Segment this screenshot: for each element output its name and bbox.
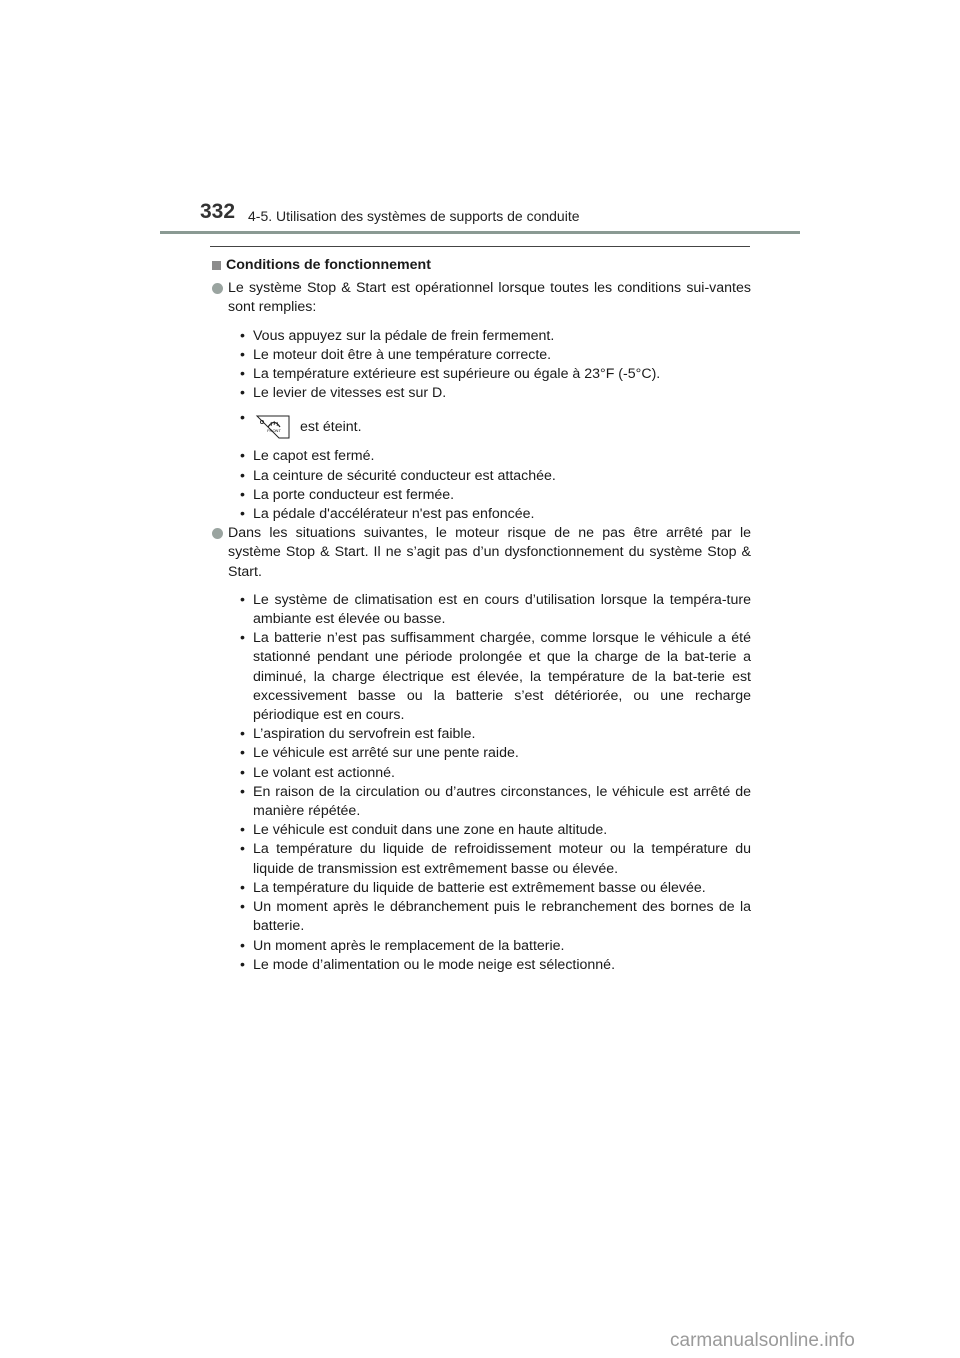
list-item: • La pédale d'accélérateur n'est pas enfoncée.: [228, 505, 751, 524]
list-item: • Un moment après le débranchement puis le rebranchement des bornes de la batterie.: [228, 898, 751, 936]
list-item: • En raison de la circulation ou d’autres circonstances, le véhicule est arrêté de manière répétée.: [228, 783, 751, 821]
list-item: • La porte conducteur est fermée.: [228, 486, 751, 505]
watermark-url: carmanualsonline.info: [670, 1330, 855, 1351]
svg-text:FRONT: • FRONT: [267, 428, 281, 434]
list-item: • Le véhicule est conduit dans une zone en haute altitude.: [228, 821, 751, 840]
circle-bullet-icon: [212, 528, 223, 539]
list-item: • Le volant est actionné.: [228, 764, 751, 783]
paragraph-situations: [211, 524, 751, 582]
list-item: • La température du liquide de batterie est extrêmement basse ou élevée.: [228, 879, 751, 898]
list-item: • La ceinture de sécurité conducteur est attachée.: [228, 467, 751, 486]
icon-item-text: est éteint.: [300, 418, 362, 435]
list-item: • Le moteur doit être à une température correcte.: [228, 346, 751, 365]
section-heading: [211, 256, 751, 275]
paragraph-operating-conditions: [211, 279, 751, 317]
paragraph-text: Le système Stop & Start est opérationnel lorsque toutes les conditions sui-vantes sont remplies:: [228, 280, 751, 316]
list-item: • Vous appuyez sur la pédale de frein fermement.: [228, 327, 751, 346]
square-bullet-icon: [212, 261, 221, 270]
list-item: • La température extérieure est supérieure ou égale à 23°F (-5°C).: [228, 365, 751, 384]
icon-condition-list: [211, 409, 751, 445]
list-item: • Le mode d’alimentation ou le mode neige est sélectionné.: [228, 956, 751, 975]
list-item: • L’aspiration du servofrein est faible.: [228, 725, 751, 744]
list-item: • Le capot est fermé.: [228, 447, 751, 466]
heading-text: Conditions de fonctionnement: [226, 257, 431, 273]
content-body: [211, 256, 751, 975]
situations-list: [211, 591, 751, 975]
circle-bullet-icon: [212, 283, 223, 294]
conditions-list: [211, 327, 751, 404]
list-item: • Le système de climatisation est en cours d’utilisation lorsque la tempéra-ture ambiante est élevée ou basse.: [228, 591, 751, 629]
section-title: 4-5. Utilisation des systèmes de supports de conduite: [248, 208, 580, 224]
list-item: • Le véhicule est arrêté sur une pente raide.: [228, 744, 751, 763]
paragraph-text: Dans les situations suivantes, le moteur risque de ne pas être arrêté par le système Stop & Start. Il ne s’agit pas d’un dysfonctionnement du système Stop & Start.: [228, 525, 751, 580]
content-rule: [210, 246, 750, 247]
list-item: • La batterie n’est pas suffisamment chargée, comme lorsque le véhicule a été stationné pendant une période prolongée et que la charge de la bat-terie a diminué, la charge électrique est élevée, la température de la bat-terie est excessivement basse ou la batterie s’est détériorée, ou une recharge périodique est en cours.: [228, 629, 751, 725]
page-number: 332: [200, 200, 236, 223]
front-defroster-icon: [255, 413, 291, 441]
list-item: • La température du liquide de refroidissement moteur ou la température du liquide de transmission est extrêmement basse ou élevée.: [228, 840, 751, 878]
list-item-icon: [228, 409, 751, 445]
list-item: • Le levier de vitesses est sur D.: [228, 384, 751, 403]
header-rule: [160, 231, 800, 234]
conditions-list-continued: [211, 447, 751, 524]
list-item: • Un moment après le remplacement de la batterie.: [228, 937, 751, 956]
